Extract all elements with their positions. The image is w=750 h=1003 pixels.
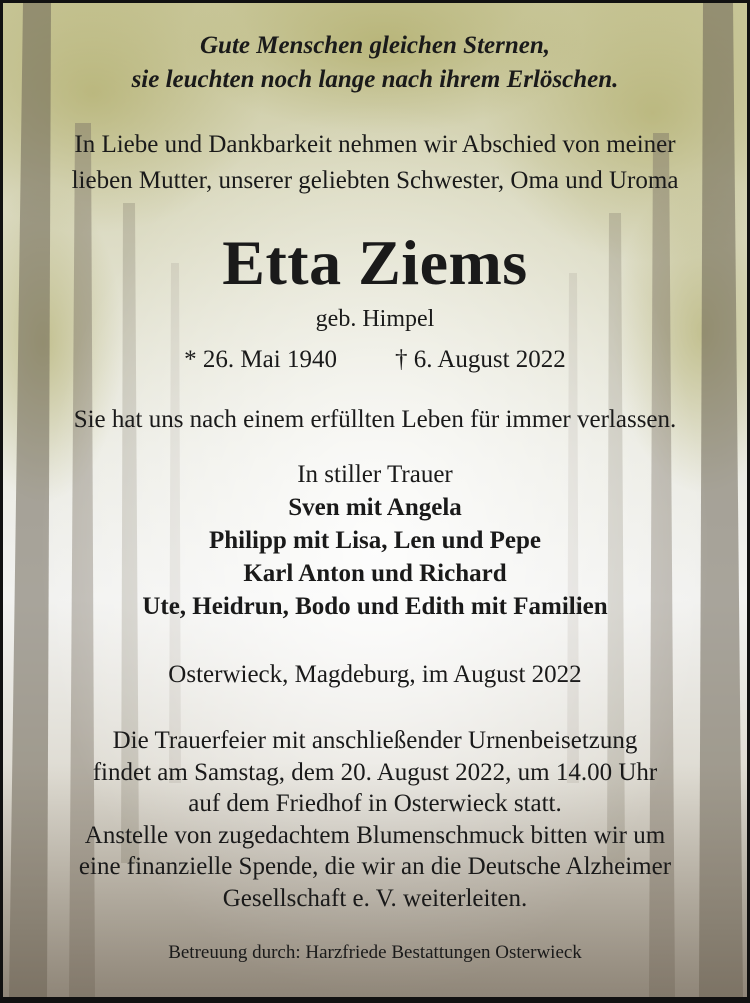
motto-line-1: Gute Menschen gleichen Sternen, [199, 32, 551, 59]
place-date: Osterwieck, Magdeburg, im August 2022 [168, 661, 582, 688]
funeral-home-credit: Betreuung durch: Harzfriede Bestattungen Osterwieck [168, 942, 582, 963]
service-line: eine finanzielle Spende, die wir an die Deutsche Alzheimer [78, 853, 672, 880]
deceased-name: Etta Ziems [222, 227, 528, 298]
life-dates [3, 343, 747, 377]
service-line: Gesellschaft e. V. weiterleiten. [222, 884, 528, 912]
mourner-line: Philipp mit Lisa, Len und Pepe [208, 527, 542, 554]
intro-line-1: In Liebe und Dankbarkeit nehmen wir Abschied von meiner [74, 131, 676, 158]
service-line: Die Trauerfeier mit anschließender Urnenbeisetzung [112, 727, 638, 754]
service-info [3, 725, 747, 914]
mourners-heading: In stiller Trauer [297, 461, 453, 488]
farewell-text: Sie hat uns nach einem erfüllten Leben für immer verlassen. [73, 406, 677, 433]
motto-line-2: sie leuchten noch lange nach ihrem Erlöschen. [131, 66, 619, 93]
intro-line-2: lieben Mutter, unserer geliebten Schwester, Oma und Uroma [71, 167, 679, 194]
mourner-line: Ute, Heidrun, Bodo und Edith mit Familien [142, 593, 608, 620]
death-date: † 6. August 2022 [394, 346, 566, 373]
mourners-block [3, 458, 747, 623]
mourner-line: Sven mit Angela [288, 494, 462, 521]
intro-text [3, 127, 747, 199]
obituary-notice [3, 3, 747, 997]
service-line: findet am Samstag, dem 20. August 2022, um 14.00 Uhr [92, 758, 658, 786]
service-line: auf dem Friedhof in Osterwieck statt. [188, 790, 562, 817]
birth-date: * 26. Mai 1940 [184, 346, 337, 373]
mourner-line: Karl Anton und Richard [243, 560, 507, 587]
service-line: Anstelle von zugedachtem Blumenschmuck bitten wir um [84, 821, 666, 849]
motto-quote [3, 29, 747, 97]
birth-name: geb. Himpel [315, 306, 435, 332]
